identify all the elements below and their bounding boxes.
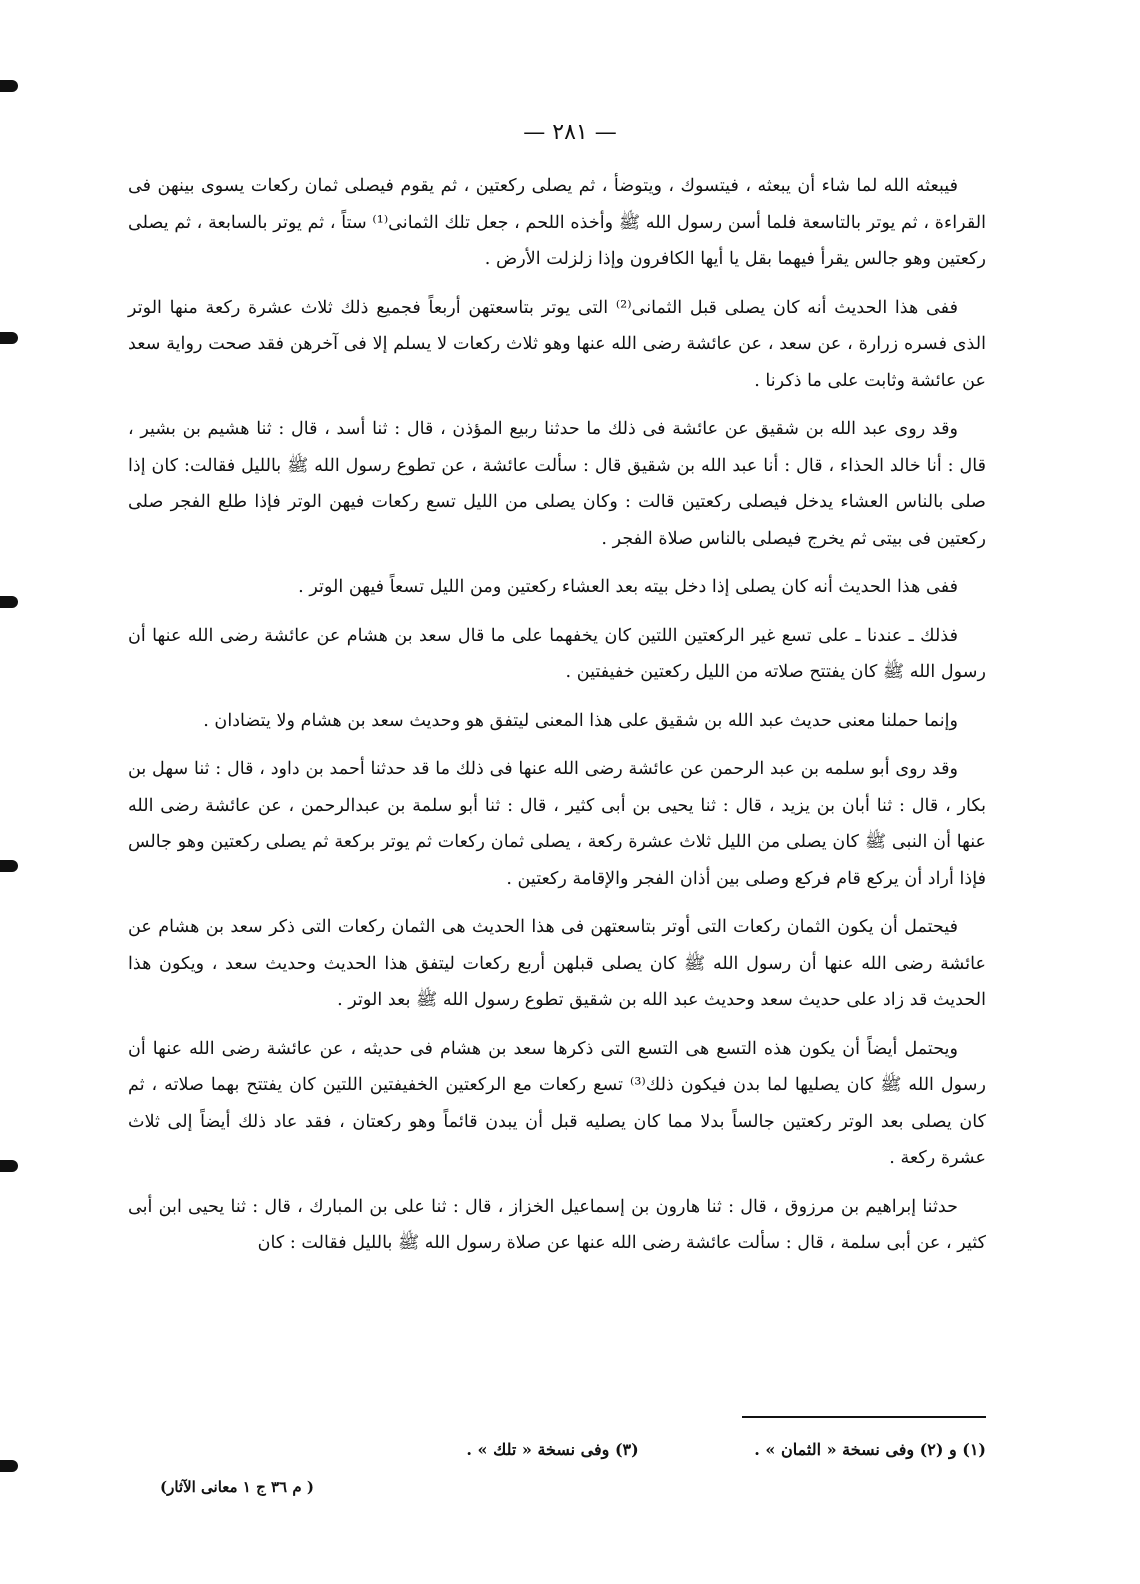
paragraph: حدثنا إبراهيم بن مرزوق ، قال : ثنا هارون بن إسماعيل الخزاز ، قال : ثنا على بن المبارك ، قال : ثنا يحيى ابن أبى كثير ، عن أبى سلمة ، قال : سألت عائشة رضى الله عنها عن صلاة رسول الله ﷺ بالليل فقالت : كان <box>128 1196 986 1253</box>
edge-mark <box>0 860 18 872</box>
edge-mark <box>0 1160 18 1172</box>
edge-mark <box>0 1460 18 1472</box>
footnote: (٣) وفى نسخة « تلك » . <box>466 1440 639 1459</box>
page-number: — ٢٨١ — <box>523 120 617 145</box>
edge-mark <box>0 332 18 344</box>
edge-mark <box>0 80 18 92</box>
footnotes <box>128 1440 986 1459</box>
paragraph: ويحتمل أيضاً أن يكون هذه التسع هى التسع التى ذكرها سعد بن هشام فى حديثه ، عن عائشة رضى الله عنها أن رسول الله ﷺ كان يصليها لما بدن فيكون ذلك⁽³⁾ تسع ركعات مع الركعتين الخفيفتين اللتين كان يفتتح بهما صلاته ، ثم كان يصلى بعد الوتر ركعتين جالساً بدلا مما كان يصليه قبل أن يبدن قائماً وهو ركعتان ، فقد عاد ذلك أيضاً إلى ثلاث عشرة ركعة . <box>128 1038 986 1168</box>
edge-mark <box>0 596 18 608</box>
paragraph: فيحتمل أن يكون الثمان ركعات التى أوتر بتاسعتهن فى هذا الحديث هى الثمان ركعات التى ذكر سعد بن هشام عن عائشة رضى الله عنها أن رسول الله ﷺ كان يصلى قبلهن أربع ركعات ليتفق هذا الحديث وحديث سعد ، ويكون هذا الحديث قد زاد على حديث سعد وحديث عبد الله بن شقيق تطوع رسول الله ﷺ بعد الوتر . <box>128 917 986 1010</box>
footnote: (١) و (٢) وفى نسخة « الثمان » . <box>754 1440 986 1459</box>
signature-mark: ( م ٣٦ ج ١ معانى الآثار) <box>160 1478 314 1496</box>
footnote-divider <box>742 1416 986 1418</box>
paragraph: ففى هذا الحديث أنه كان يصلى قبل الثمانى⁽²⁾ التى يوتر بتاسعتهن أربعاً فجميع ذلك ثلاث عشرة ركعة منها الوتر الذى فسره زرارة ، عن سعد ، عن عائشة رضى الله عنها وهو ثلاث ركعات لا يسلم إلا فى آخرهن فقد صحت رواية سعد عن عائشة وثابت على ما ذكرنا . <box>128 297 986 391</box>
paragraph: وقد روى أبو سلمه بن عبد الرحمن عن عائشة رضى الله عنها فى ذلك ما قد حدثنا أحمد بن داود ، قال : ثنا سهل بن بكار ، قال : ثنا أبان بن يزيد ، قال : ثنا يحيى بن أبى كثير ، قال : ثنا أبو سلمة بن عبدالرحمن ، عن عائشة رضى الله عنها أن النبى ﷺ كان يصلى من الليل ثلاث عشرة ركعة ، يصلى ثمان ركعات ثم يوتر بركعة ثم يصلى ركعتين وهو جالس فإذا أراد أن يركع قام فركع وصلى بين أذان الفجر والإقامة ركعتين . <box>128 759 986 889</box>
paragraph: وإنما حملنا معنى حديث عبد الله بن شقيق على هذا المعنى ليتفق هو وحديث سعد بن هشام ولا يتضادان . <box>203 710 958 731</box>
text-body <box>128 168 986 1274</box>
paragraph: فيبعثه الله لما شاء أن يبعثه ، فيتسوك ، ويتوضأ ، ثم يصلى ركعتين ، ثم يقوم فيصلى ثمان ركعات يسوى بينهن فى القراءة ، ثم يوتر بالتاسعة فلما أسن رسول الله ﷺ وأخذه اللحم ، جعل تلك الثمانى⁽¹⁾ ستاً ، ثم يوتر بالسابعة ، ثم يصلى ركعتين وهو جالس يقرأ فيهما بقل يا أيها الكافرون وإذا زلزلت الأرض . <box>128 176 987 269</box>
paragraph: ففى هذا الحديث أنه كان يصلى إذا دخل بيته بعد العشاء ركعتين ومن الليل تسعاً فيهن الوتر . <box>298 577 958 597</box>
paragraph: فذلك ـ عندنا ـ على تسع غير الركعتين اللتين كان يخفهما على ما قال سعد بن هشام عن عائشة رضى الله عنها أن رسول الله ﷺ كان يفتتح صلاته من الليل ركعتين خفيفتين . <box>128 625 986 682</box>
paragraph: وقد روى عبد الله بن شقيق عن عائشة فى ذلك ما حدثنا ربيع المؤذن ، قال : ثنا أسد ، قال : ثنا هشيم بن بشير ، قال : أنا خالد الحذاء ، قال : أنا عبد الله بن شقيق قال : سألت عائشة ، عن تطوع رسول الله ﷺ بالليل فقالت: كان إذا صلى بالناس العشاء يدخل فيصلى ركعتين قالت : وكان يصلى من الليل تسع ركعات فيهن الوتر فإذا طلع الفجر صلى ركعتين فى بيتى ثم يخرج فيصلى بالناس صلاة الفجر . <box>128 419 986 549</box>
